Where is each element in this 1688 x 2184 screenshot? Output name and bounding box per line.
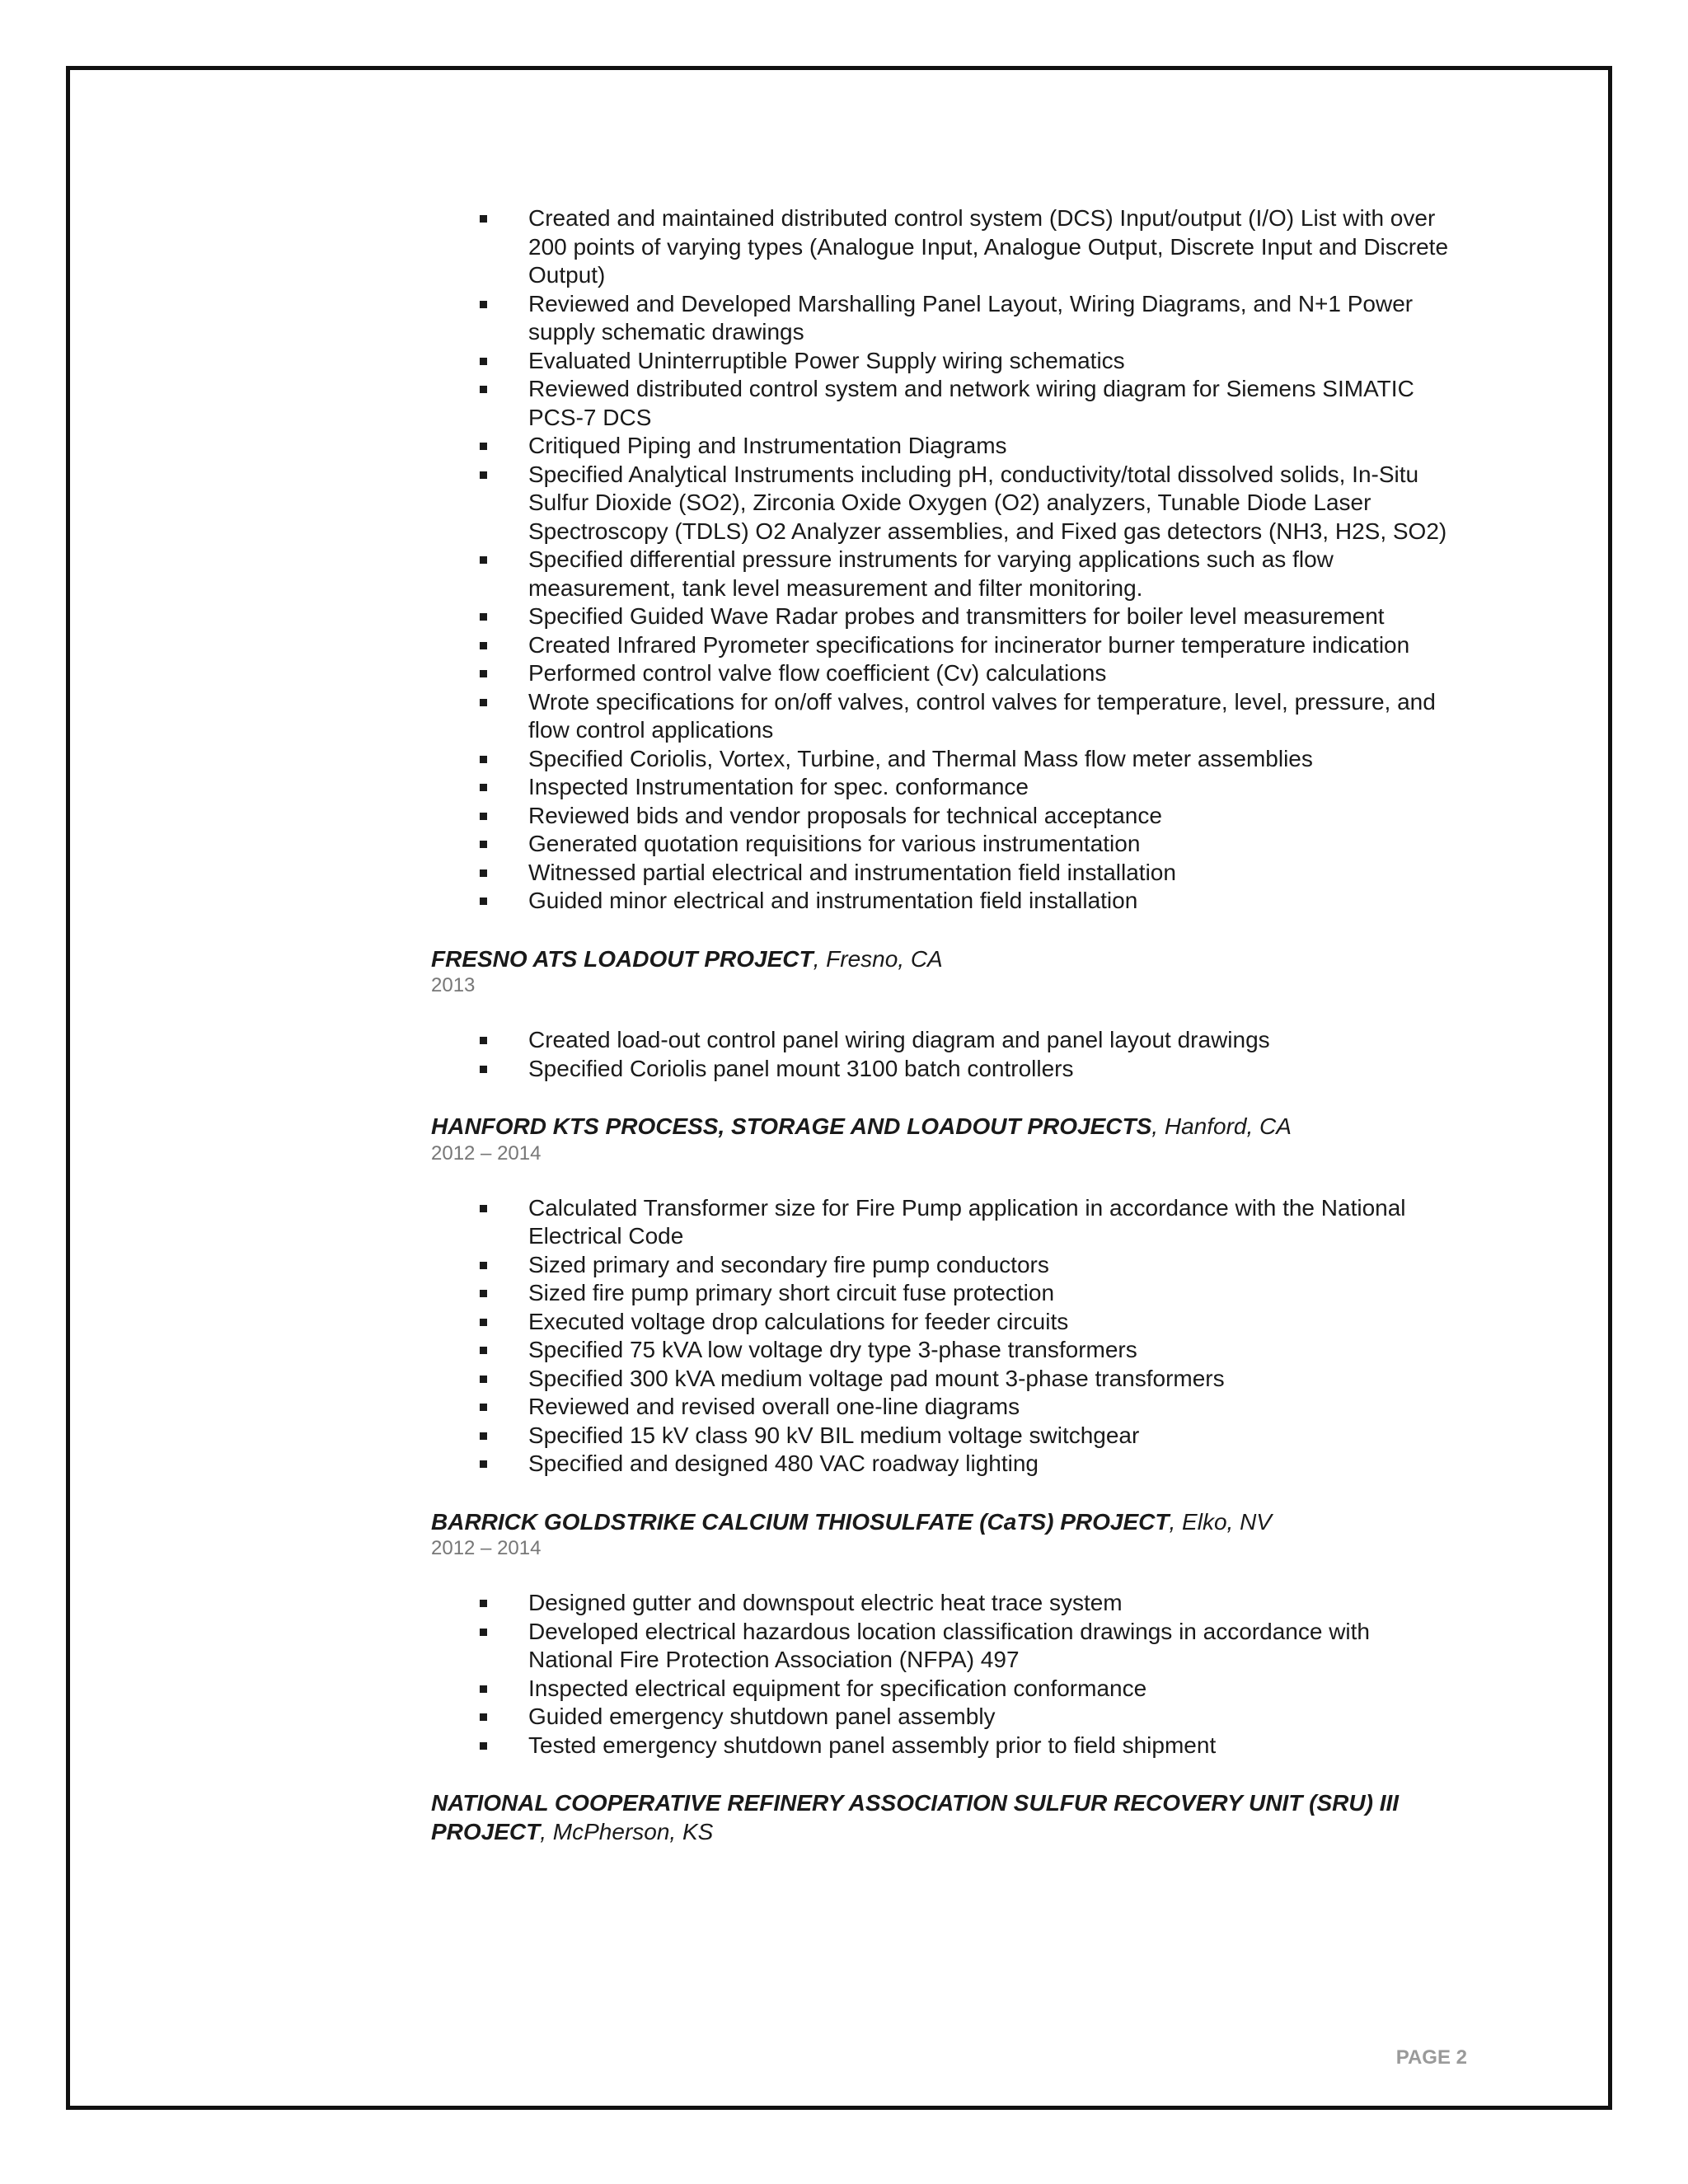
bullet-item — [431, 1026, 1453, 1055]
bullet-item — [431, 1618, 1453, 1675]
square-bullet-icon — [480, 1347, 487, 1354]
bullet-text: Calculated Transformer size for Fire Pump application in accordance with the National Electrical Code — [528, 1194, 1406, 1249]
square-bullet-icon — [480, 1742, 487, 1750]
bullet-item — [431, 830, 1453, 859]
project-block — [431, 1789, 1453, 1846]
bullet-item — [431, 546, 1453, 602]
bullet-item — [431, 602, 1453, 631]
bullet-item — [431, 1422, 1453, 1451]
bullet-item — [431, 1194, 1453, 1251]
project-heading — [431, 1113, 1453, 1141]
square-bullet-icon — [480, 301, 487, 308]
square-bullet-icon — [480, 1205, 487, 1212]
bullet-item — [431, 745, 1453, 774]
square-bullet-icon — [480, 1290, 487, 1297]
bullet-text: Witnessed partial electrical and instrumentation field installation — [528, 859, 1176, 885]
bullet-text: Created Infrared Pyrometer specifications for incinerator burner temperature indication — [528, 631, 1410, 658]
square-bullet-icon — [480, 556, 487, 564]
square-bullet-icon — [480, 1037, 487, 1044]
bullet-item — [431, 802, 1453, 831]
project-name: FRESNO ATS LOADOUT PROJECT — [431, 945, 814, 972]
square-bullet-icon — [480, 1600, 487, 1607]
bullet-item — [431, 1336, 1453, 1365]
bullet-text: Created load-out control panel wiring diagram and panel layout drawings — [528, 1027, 1270, 1052]
square-bullet-icon — [480, 1432, 487, 1440]
bullet-text: Performed control valve flow coefficient (Cv) calculations — [528, 660, 1107, 686]
bullet-item — [431, 1732, 1453, 1760]
square-bullet-icon — [480, 1629, 487, 1636]
project-block — [431, 1113, 1453, 1479]
bullet-item — [431, 461, 1453, 546]
bullet-text: Specified Guided Wave Radar probes and transmitters for boiler level measurement — [528, 603, 1385, 629]
square-bullet-icon — [480, 670, 487, 677]
project-heading — [431, 945, 1453, 974]
project-bullet-list — [431, 1589, 1453, 1760]
bullet-item — [431, 375, 1453, 432]
bullet-text: Specified 75 kVA low voltage dry type 3-phase transformers — [528, 1337, 1137, 1362]
bullet-text: Specified 15 kV class 90 kV BIL medium voltage switchgear — [528, 1422, 1140, 1448]
project-name: BARRICK GOLDSTRIKE CALCIUM THIOSULFATE (CaTS) PROJECT — [431, 1508, 1170, 1535]
square-bullet-icon — [480, 1376, 487, 1383]
square-bullet-icon — [480, 1262, 487, 1269]
bullet-item — [431, 1450, 1453, 1479]
project-location: , Elko, NV — [1169, 1508, 1272, 1535]
projects-section — [431, 945, 1453, 1847]
bullet-text: Specified Analytical Instruments including pH, conductivity/total dissolved solids, In-Situ Sulfur Dioxide (SO2), Zirconia Oxide Oxygen (O2) analyzers, Tunable Diode Laser Spectroscopy (TDLS) O2 Analyzer assemblies, and Fixed gas detectors (NH3, H2S, SO2) — [528, 461, 1447, 544]
bullet-item — [431, 432, 1453, 461]
square-bullet-icon — [480, 813, 487, 820]
square-bullet-icon — [480, 869, 487, 877]
bullet-text: Specified Coriolis panel mount 3100 batch controllers — [528, 1055, 1074, 1081]
bullet-text: Specified differential pressure instruments for varying applications such as flow measurement, tank level measurement and filter monitoring. — [528, 546, 1334, 601]
bullet-text: Specified 300 kVA medium voltage pad mount 3-phase transformers — [528, 1365, 1225, 1391]
square-bullet-icon — [480, 784, 487, 791]
bullet-item — [431, 887, 1453, 916]
bullet-text: Reviewed and revised overall one-line diagrams — [528, 1394, 1020, 1419]
resume-content — [431, 204, 1453, 1846]
bullet-text: Specified and designed 480 VAC roadway lighting — [528, 1451, 1039, 1476]
square-bullet-icon — [480, 1685, 487, 1693]
square-bullet-icon — [480, 471, 487, 479]
bullet-list — [431, 204, 1453, 916]
bullet-item — [431, 859, 1453, 888]
bullet-text: Created and maintained distributed control system (DCS) Input/output (I/O) List with over 200 points of varying types (Analogue Input, Analogue Output, Discrete Input and Discrete Output) — [528, 205, 1449, 288]
bullet-text: Sized fire pump primary short circuit fuse protection — [528, 1280, 1055, 1305]
square-bullet-icon — [480, 1713, 487, 1721]
bullet-item — [431, 1393, 1453, 1422]
bullet-item — [431, 773, 1453, 802]
project-location: , Hanford, CA — [1151, 1113, 1292, 1139]
bullet-text: Executed voltage drop calculations for feeder circuits — [528, 1308, 1069, 1334]
bullet-text: Inspected Instrumentation for spec. conformance — [528, 774, 1029, 799]
square-bullet-icon — [480, 699, 487, 706]
square-bullet-icon — [480, 898, 487, 905]
bullet-text: Guided emergency shutdown panel assembly — [528, 1704, 996, 1729]
bullet-item — [431, 1589, 1453, 1618]
bullet-text: Reviewed and Developed Marshalling Panel Layout, Wiring Diagrams, and N+1 Power supply schematic drawings — [528, 290, 1414, 344]
bullet-item — [431, 1251, 1453, 1280]
project-dates: 2012 – 2014 — [431, 1537, 542, 1559]
bullet-item — [431, 1055, 1453, 1084]
bullet-text: Reviewed bids and vendor proposals for technical acceptance — [528, 802, 1162, 828]
square-bullet-icon — [480, 1404, 487, 1411]
bullet-item — [431, 290, 1453, 347]
bullet-item — [431, 1279, 1453, 1308]
square-bullet-icon — [480, 642, 487, 649]
square-bullet-icon — [480, 215, 487, 223]
project-dates: 2012 – 2014 — [431, 1141, 542, 1165]
project-name: HANFORD KTS PROCESS, STORAGE AND LOADOUT PROJECTS — [431, 1113, 1152, 1139]
square-bullet-icon — [480, 1066, 487, 1073]
project-block — [431, 945, 1453, 1084]
project-name: NATIONAL COOPERATIVE REFINERY ASSOCIATION SULFUR RECOVERY UNIT (SRU) III PROJECT — [431, 1790, 1400, 1844]
square-bullet-icon — [480, 1319, 487, 1326]
square-bullet-icon — [480, 1460, 487, 1468]
bullet-text: Evaluated Uninterruptible Power Supply wiring schematics — [528, 347, 1125, 373]
bullet-text: Guided minor electrical and instrumentation field installation — [528, 888, 1138, 913]
bullet-text: Reviewed distributed control system and network wiring diagram for Siemens SIMATIC PCS-7 DCS — [528, 376, 1414, 430]
square-bullet-icon — [480, 386, 487, 393]
bullet-text: Generated quotation requisitions for various instrumentation — [528, 831, 1141, 856]
bullet-item — [431, 347, 1453, 376]
bullet-text: Wrote specifications for on/off valves, control valves for temperature, level, pressure, and flow control applications — [528, 688, 1436, 743]
bullet-item — [431, 1308, 1453, 1337]
project-location: , Fresno, CA — [813, 945, 943, 972]
project-bullet-list — [431, 1026, 1453, 1083]
bullet-text: Sized primary and secondary fire pump conductors — [528, 1251, 1049, 1277]
project-heading — [431, 1789, 1453, 1846]
bullet-item — [431, 1365, 1453, 1394]
project-location: , McPherson, KS — [540, 1818, 714, 1844]
square-bullet-icon — [480, 613, 487, 621]
bullet-item — [431, 631, 1453, 660]
bullet-text: Critiqued Piping and Instrumentation Diagrams — [528, 433, 1007, 458]
project-block — [431, 1508, 1453, 1760]
bullet-text: Tested emergency shutdown panel assembly prior to field shipment — [528, 1732, 1217, 1758]
bullet-text: Specified Coriolis, Vortex, Turbine, and Thermal Mass flow meter assemblies — [528, 745, 1313, 771]
bullet-item — [431, 659, 1453, 688]
square-bullet-icon — [480, 756, 487, 763]
square-bullet-icon — [480, 443, 487, 450]
project-bullet-list — [431, 1194, 1453, 1479]
square-bullet-icon — [480, 358, 487, 365]
bullet-item — [431, 1675, 1453, 1704]
project-heading — [431, 1508, 1453, 1537]
bullet-text: Inspected electrical equipment for specification conformance — [528, 1675, 1147, 1701]
bullet-item — [431, 204, 1453, 290]
bullet-item — [431, 688, 1453, 745]
project-dates: 2013 — [431, 974, 476, 996]
square-bullet-icon — [480, 841, 487, 848]
bullet-text: Designed gutter and downspout electric heat trace system — [528, 1590, 1123, 1615]
bullet-text: Developed electrical hazardous location classification drawings in accordance with National Fire Protection Association (NFPA) 497 — [528, 1618, 1370, 1672]
bullet-item — [431, 1703, 1453, 1732]
page-number: PAGE 2 — [1395, 2046, 1467, 2069]
